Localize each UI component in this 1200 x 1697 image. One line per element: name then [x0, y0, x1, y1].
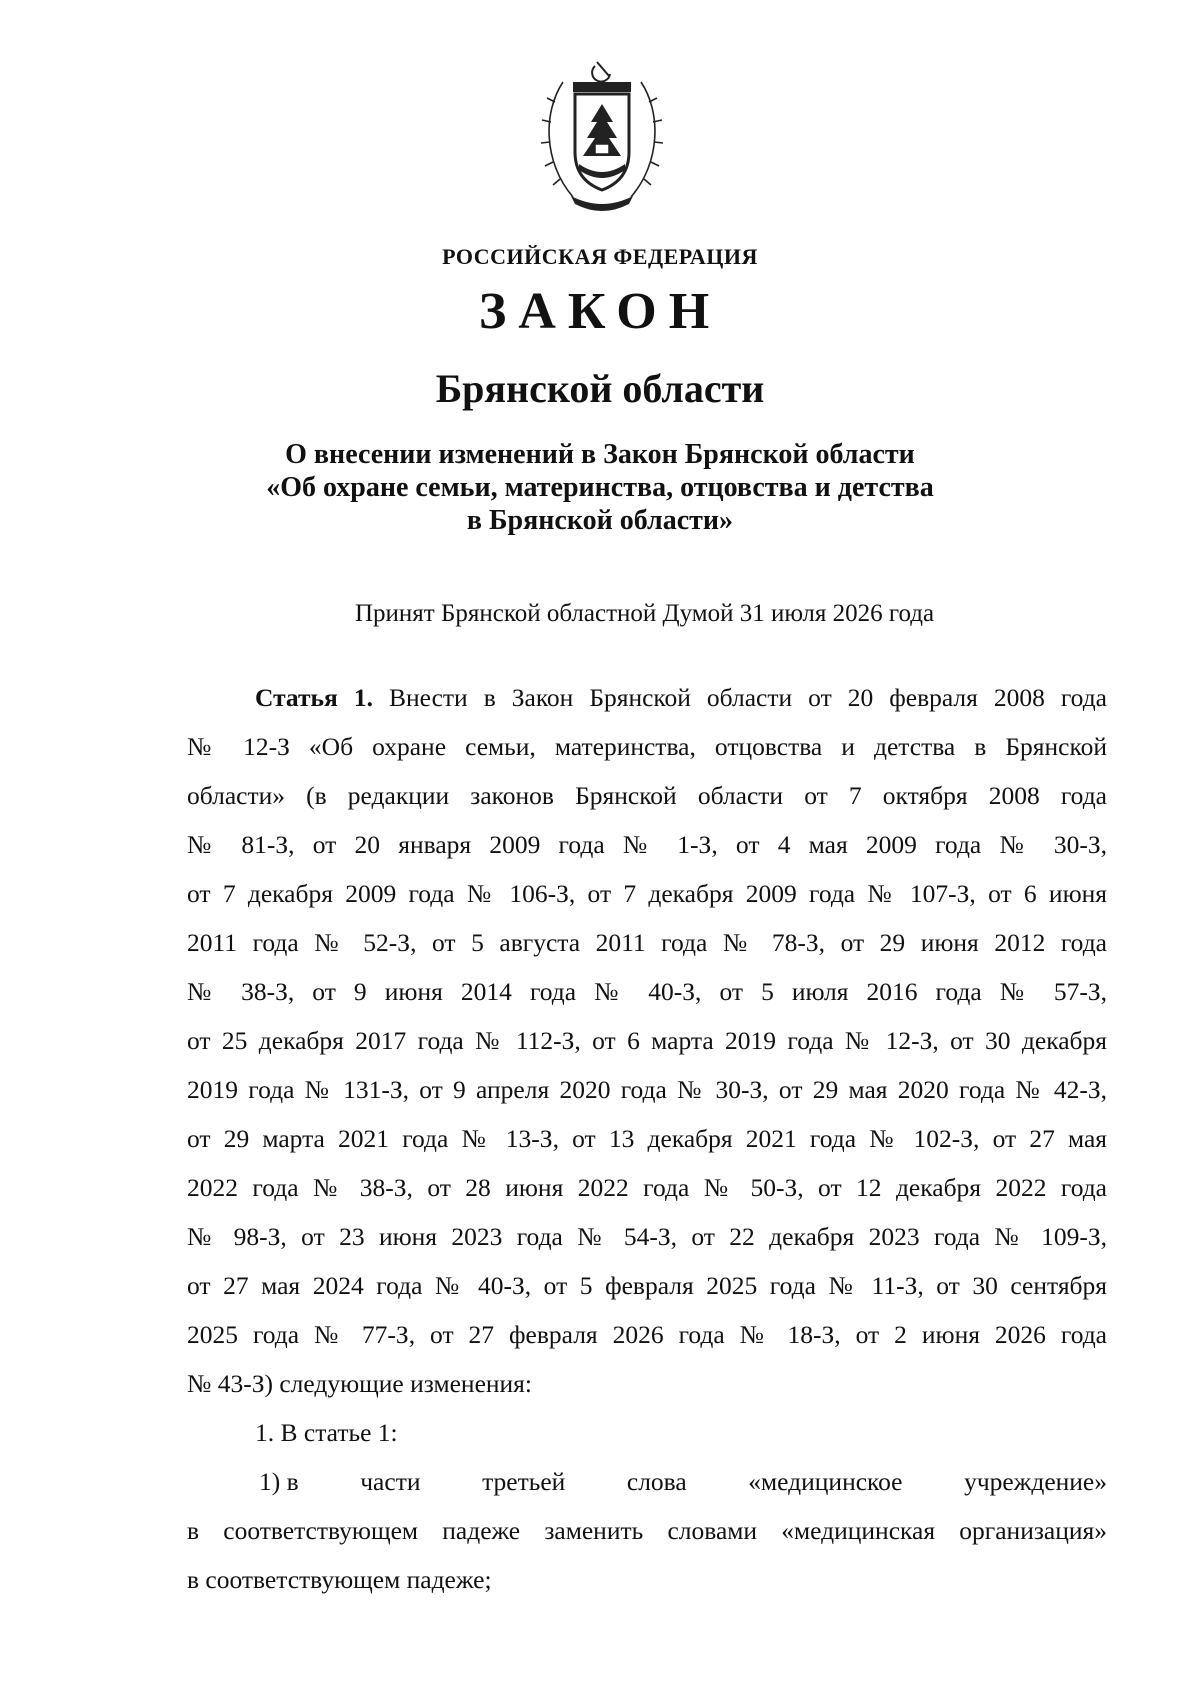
article-line: от 7 декабря 2009 года № 106-З, от 7 декабря 2009 года № 107-З, от 6 июня [187, 879, 1107, 908]
article-first-line [187, 673, 1107, 722]
subitem-word: «медицинское [748, 1467, 903, 1496]
article-line: 2011 года № 52-З, от 5 августа 2011 года № 78-З, от 29 июня 2012 года [187, 928, 1107, 957]
article-line: от 29 марта 2021 года № 13-З, от 13 декабря 2021 года № 102-З, от 27 мая [187, 1124, 1107, 1153]
article-label: Статья 1. [255, 683, 373, 712]
article-line: № 12-З «Об охране семьи, материнства, отцовства и детства в Брянской [187, 732, 1107, 761]
law-title-line: «Об охране семьи, материнства, отцовства и детства [266, 472, 934, 503]
article-body [187, 673, 1107, 1604]
region-heading: Брянской области [435, 366, 765, 411]
subitem-line: в соответствующем падеже; [187, 1565, 492, 1594]
article-text: Внести в Закон Брянской области от 20 февраля 2008 года [388, 683, 1107, 712]
document-type-heading: ЗАКОН [478, 283, 722, 340]
law-title-line: О внесении изменений в Закон Брянской области [285, 439, 915, 470]
article-line: от 27 мая 2024 года № 40-З, от 5 февраля 2025 года № 11-З, от 30 сентября [187, 1271, 1107, 1300]
subitem-first-line [187, 1457, 1107, 1506]
article-line: 2019 года № 131-З, от 9 апреля 2020 года № 30-З, от 29 мая 2020 года № 42-З, [187, 1075, 1107, 1104]
item-heading: 1. В статье 1: [255, 1418, 398, 1447]
article-line: 2022 года № 38-З, от 28 июня 2022 года № 50-З, от 12 декабря 2022 года [187, 1173, 1107, 1202]
article-line: области» (в редакции законов Брянской области от 7 октября 2008 года [187, 781, 1107, 810]
coat-of-arms-icon [533, 52, 671, 212]
subitem-word: части [360, 1467, 421, 1496]
subitem-word: третьей [482, 1467, 566, 1496]
adoption-note: Принят Брянской областной Думой 31 июля 2026 года [355, 600, 935, 627]
subitem-word: учреждение» [964, 1467, 1107, 1496]
subitem-line: в соответствующем падеже заменить словами «медицинская организация» [187, 1516, 1107, 1545]
subitem-word: 1) в [259, 1467, 299, 1496]
article-line: № 43-З) следующие изменения: [187, 1369, 532, 1398]
article-line: от 25 декабря 2017 года № 112-З, от 6 марта 2019 года № 12-З, от 30 декабря [187, 1026, 1107, 1055]
article-line: № 81-З, от 20 января 2009 года № 1-З, от 4 мая 2009 года № 30-З, [187, 830, 1107, 859]
law-title [0, 438, 1200, 537]
subitem-word: слова [626, 1467, 687, 1496]
article-line: № 38-З, от 9 июня 2014 года № 40-З, от 5 июля 2016 года № 57-З, [187, 977, 1107, 1006]
law-title-line: в Брянской области» [466, 505, 734, 536]
country-heading: РОССИЙСКАЯ ФЕДЕРАЦИЯ [442, 244, 758, 269]
article-line: 2025 года № 77-З, от 27 февраля 2026 года № 18-З, от 2 июня 2026 года [187, 1320, 1107, 1349]
article-line: № 98-З, от 23 июня 2023 года № 54-З, от 22 декабря 2023 года № 109-З, [187, 1222, 1107, 1251]
